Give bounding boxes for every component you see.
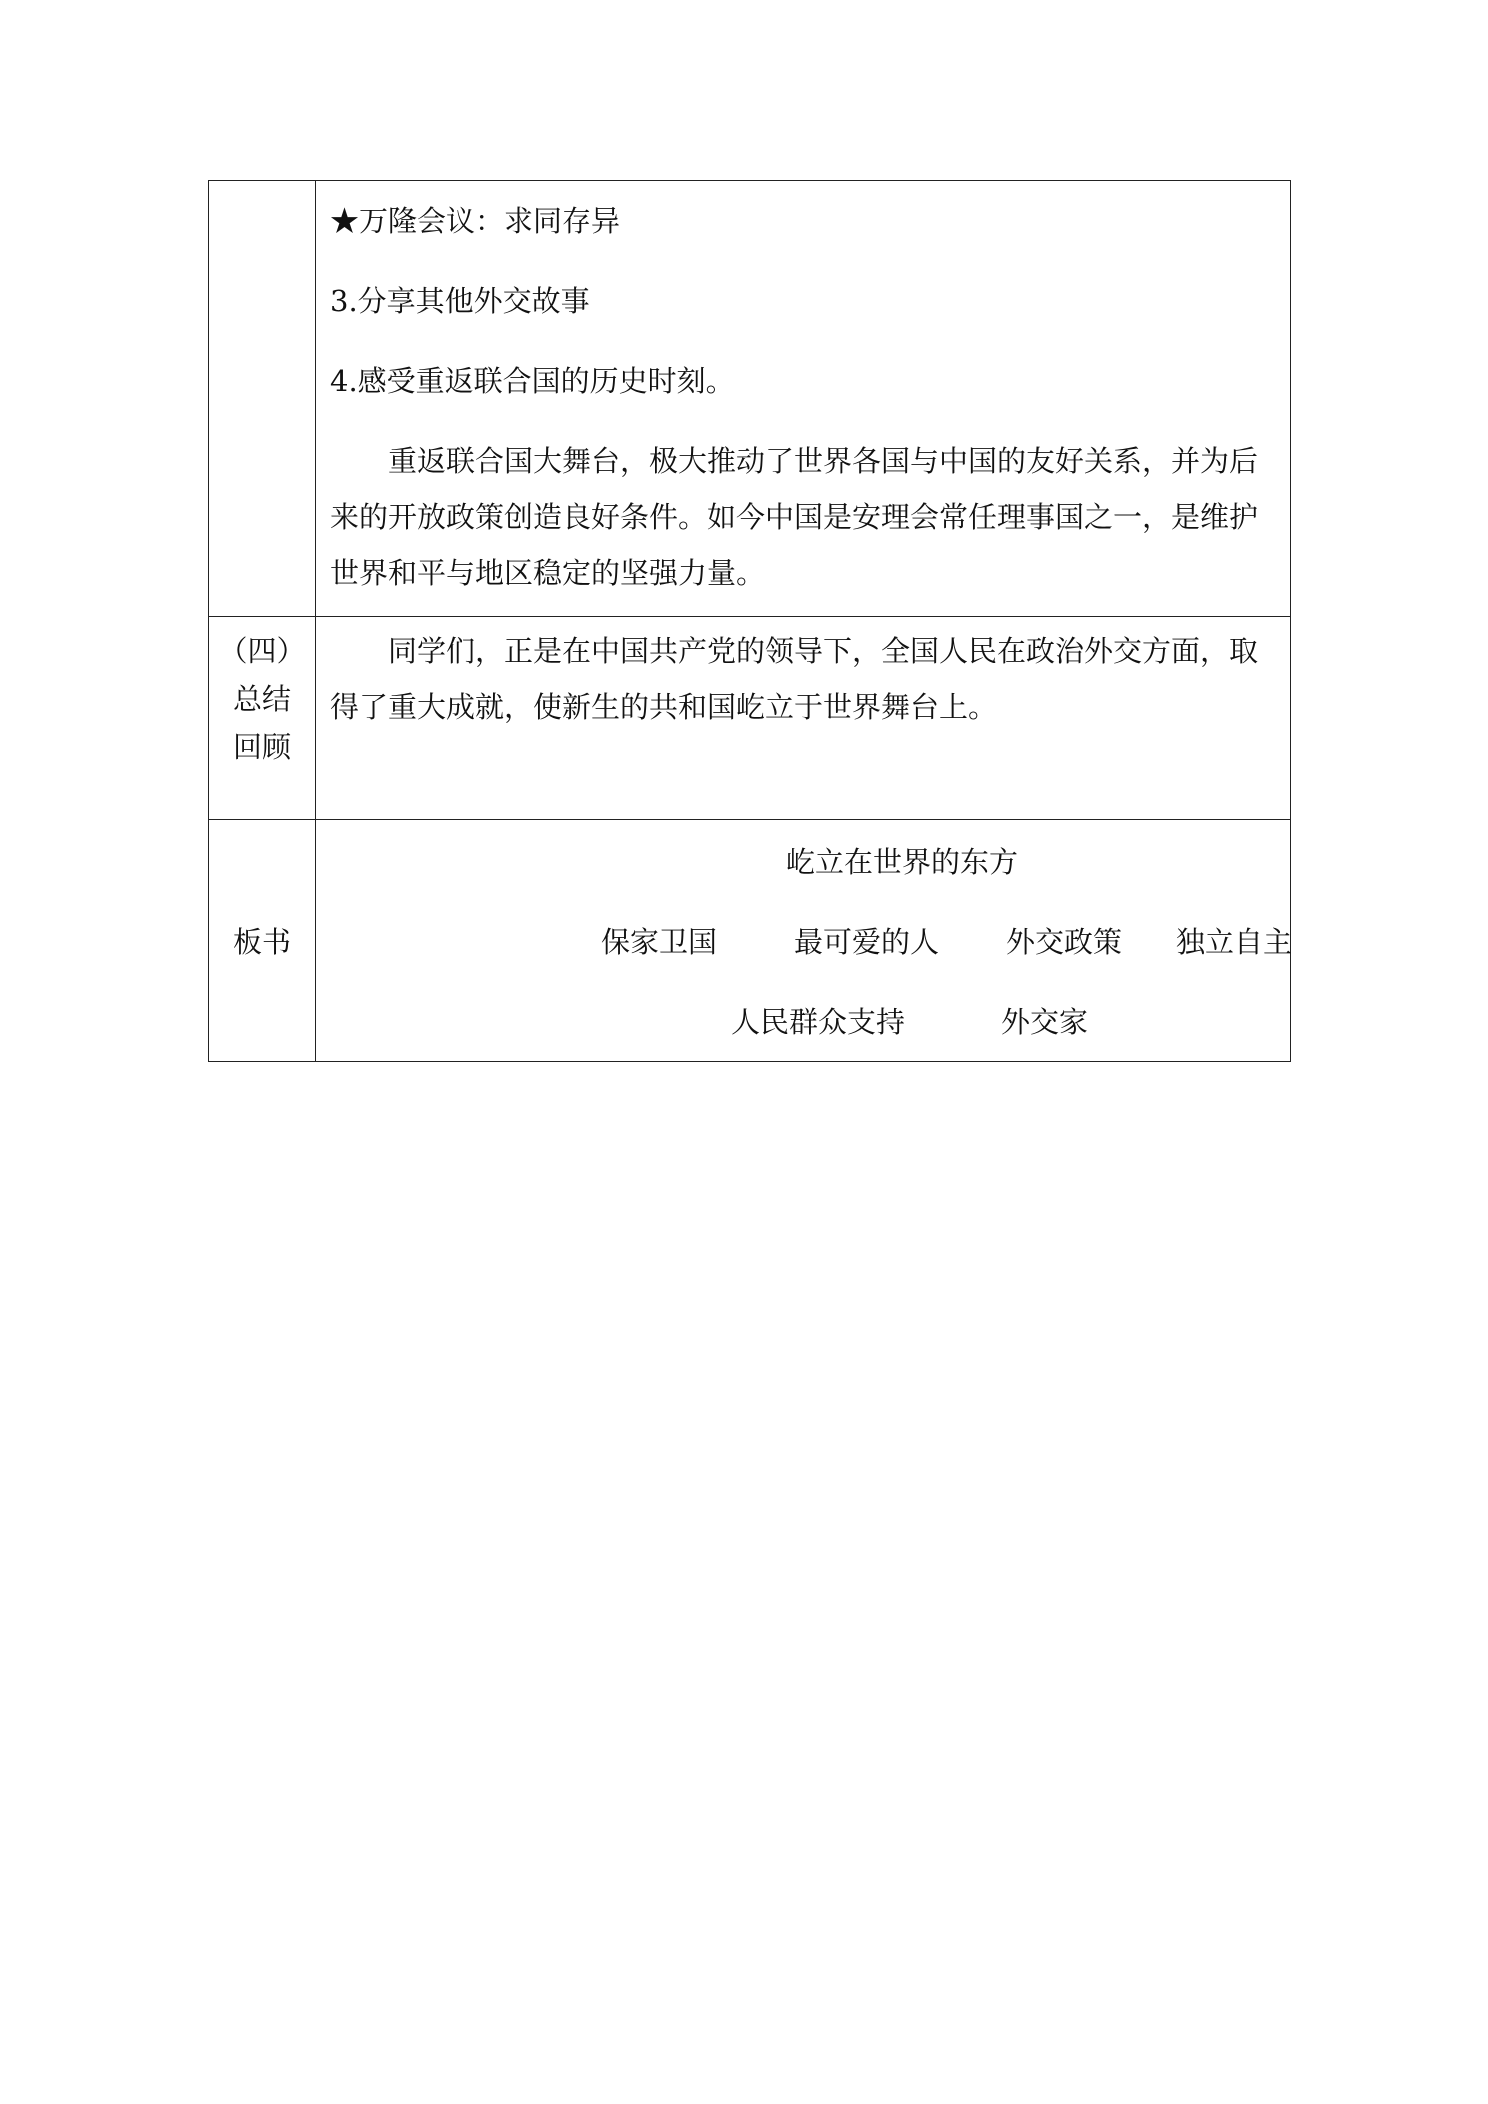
board-label-cell: 板书 [209,820,316,1062]
table-row [209,820,1291,1062]
un-return-line: 4.感受重返联合国的历史时刻。 [330,364,735,398]
board-content-cell [316,820,1291,1062]
summary-label-part: 总结 [232,682,291,716]
board-item: 最可爱的人 [794,925,940,959]
table-row [209,617,1291,820]
board-item: 保家卫国 [601,925,718,959]
board-title: 屹立在世界的东方 [786,845,1019,879]
un-paragraph: 重返联合国大舞台，极大推动了世界各国与中国的友好关系，并为后来的开放政策创造良好条件。如今中国是安理会常任理事国之一，是维护世界和平与地区稳定的坚强力量。 [330,444,1259,590]
summary-content-cell [316,617,1291,820]
board-item: 独立自主 [1176,925,1293,959]
board-item: 外交政策 [1006,925,1123,959]
summary-label-cell [209,617,316,820]
share-stories-line: 3.分享其他外交故事 [330,284,590,318]
board-item: 外交家 [1001,1005,1089,1039]
summary-paragraph: 同学们，正是在中国共产党的领导下，全国人民在政治外交方面，取得了重大成就，使新生的共和国屹立于世界舞台上。 [330,634,1259,724]
table-row [209,181,1291,617]
content-cell [316,181,1291,617]
empty-label-cell [209,181,316,617]
lesson-plan-table [208,180,1291,1062]
summary-label-part: 回顾 [232,730,291,764]
summary-label-part: （四） [218,634,306,668]
board-item: 人民群众支持 [731,1005,906,1039]
bandung-line: ★万隆会议：求同存异 [330,204,621,238]
